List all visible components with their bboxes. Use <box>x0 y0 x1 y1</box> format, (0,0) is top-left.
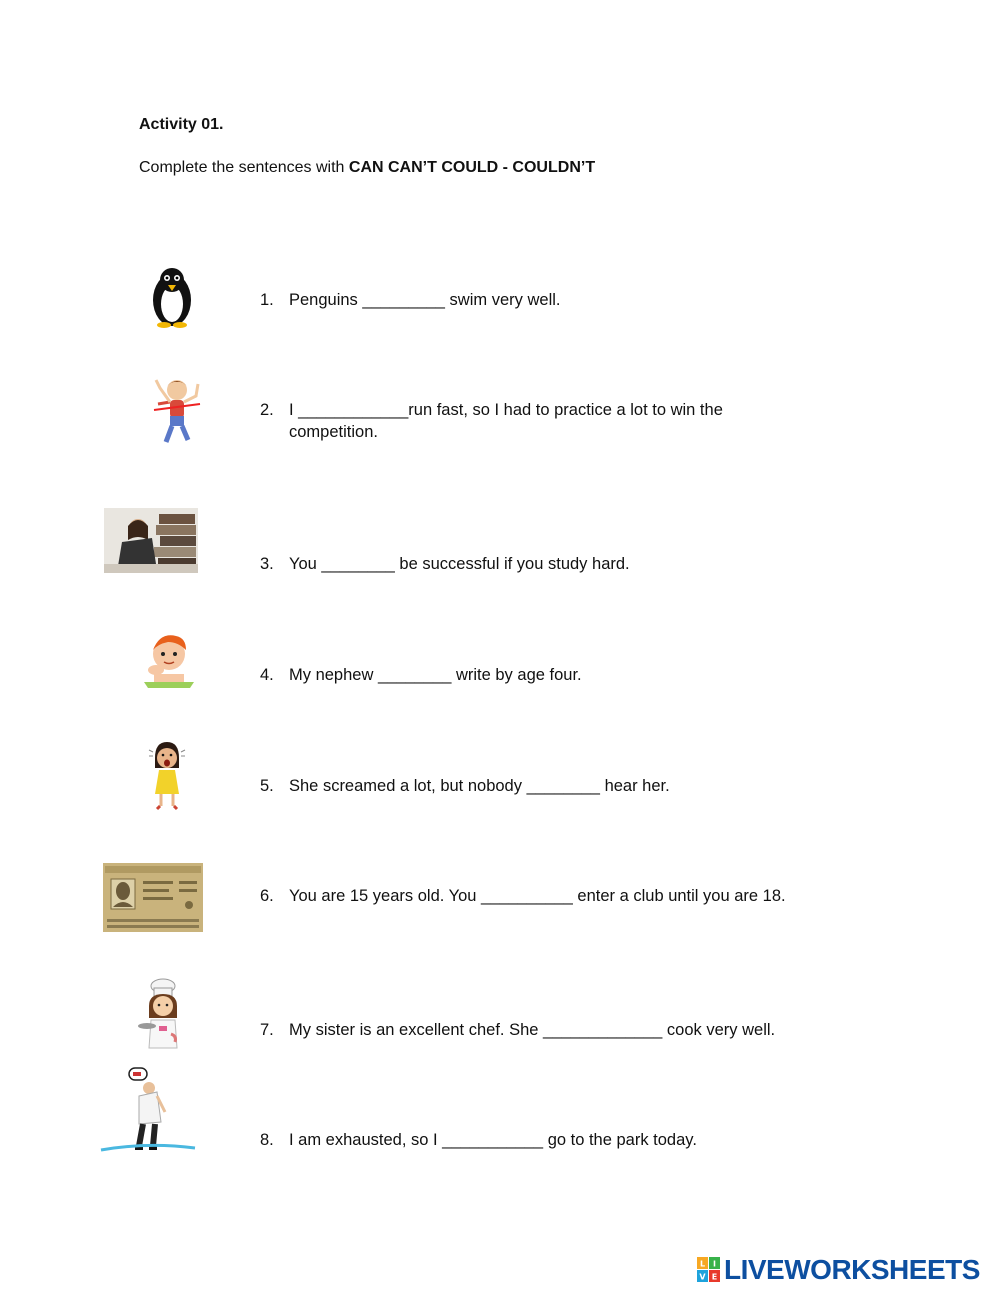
svg-text:E: E <box>711 1272 718 1282</box>
chef-girl-icon <box>137 978 195 1058</box>
item-number: 3. <box>260 555 274 573</box>
item-sentence: I ____________run fast, so I had to practice a lot to win the competition. <box>289 401 723 441</box>
studying-woman-icon <box>104 508 198 573</box>
svg-text:I: I <box>713 1259 716 1269</box>
list-item <box>260 553 850 575</box>
activity-title: Activity 01. <box>139 116 224 133</box>
item-sentence: My sister is an excellent chef. She _____________ cook very well. <box>289 1021 776 1039</box>
list-item <box>260 1129 850 1151</box>
penguin-icon <box>147 266 197 328</box>
item-number: 4. <box>260 666 274 684</box>
svg-text:L: L <box>699 1259 706 1269</box>
list-item <box>260 399 780 443</box>
item-number: 1. <box>260 291 274 309</box>
item-number: 2. <box>260 401 274 419</box>
thinking-boy-icon <box>140 628 198 690</box>
instruction-prefix: Complete the sentences with <box>139 159 349 176</box>
item-sentence: You are 15 years old. You __________ enter a club until you are 18. <box>289 887 786 905</box>
liveworksheets-mark-icon <box>697 1257 721 1283</box>
id-card-icon <box>103 863 203 932</box>
list-item <box>260 1019 850 1041</box>
item-sentence: I am exhausted, so I ___________ go to the park today. <box>289 1131 697 1149</box>
item-sentence: You ________ be successful if you study hard. <box>289 555 630 573</box>
list-item <box>260 775 850 797</box>
instruction-text <box>139 159 595 177</box>
item-sentence: Penguins _________ swim very well. <box>289 291 561 309</box>
item-number: 8. <box>260 1131 274 1149</box>
svg-text:V: V <box>699 1272 706 1282</box>
item-number: 6. <box>260 887 274 905</box>
tired-man-icon <box>99 1062 197 1160</box>
running-boy-icon <box>152 374 202 449</box>
screaming-girl-icon <box>147 740 187 812</box>
item-number: 5. <box>260 777 274 795</box>
liveworksheets-logo <box>697 1254 980 1286</box>
instruction-keywords: CAN CAN’T COULD - COULDN’T <box>348 159 596 176</box>
item-sentence: She screamed a lot, but nobody ________ hear her. <box>289 777 670 795</box>
list-item <box>260 664 850 686</box>
logo-text: LIVEWORKSHEETS <box>724 1254 980 1285</box>
item-number: 7. <box>260 1021 274 1039</box>
item-sentence: My nephew ________ write by age four. <box>289 666 582 684</box>
list-item <box>260 289 850 311</box>
list-item <box>260 885 850 907</box>
